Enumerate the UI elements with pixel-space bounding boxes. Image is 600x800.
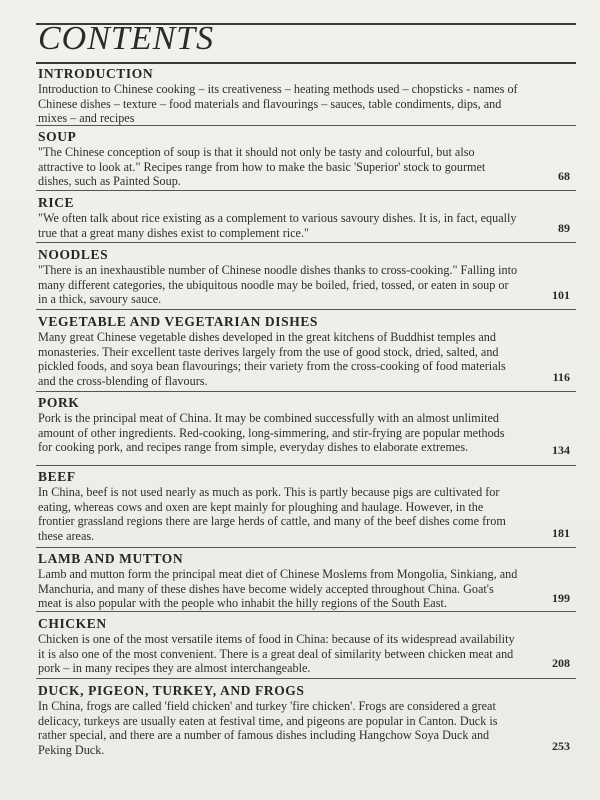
section-heading: BEEF bbox=[38, 469, 76, 484]
section-lamb-mutton bbox=[38, 551, 574, 611]
page-title: CONTENTS bbox=[38, 20, 215, 57]
page-number: 181 bbox=[552, 526, 570, 540]
section-description: Pork is the principal meat of China. It may be combined successfully with an almost unlimited amount of other ingredients. Red-cooking, long-simmering, and stir-frying are popular methods for cooking pork, and recipes range from simple, everyday dishes to elaborate extremes. bbox=[38, 411, 505, 455]
section-noodles bbox=[38, 247, 574, 307]
section-chicken bbox=[38, 616, 574, 676]
section-description: "The Chinese conception of soup is that it should not only be tasty and colourful, but also attractive to look at." Recipes range from how to make the basic 'Superior' stock to gourmet dishes, such as Painted Soup. bbox=[38, 145, 486, 189]
page-number: 134 bbox=[552, 443, 570, 457]
section-description: Introduction to Chinese cooking – its creativeness – heating methods used – chopsticks - names of Chinese dishes – texture – food materials and flavourings – sauces, table condiments, dips, and mixes – and recipes bbox=[38, 82, 518, 126]
section-heading: PORK bbox=[38, 395, 80, 410]
divider bbox=[36, 242, 576, 243]
section-beef bbox=[38, 469, 574, 542]
page-number: 101 bbox=[552, 288, 570, 302]
section-heading: VEGETABLE AND VEGETARIAN DISHES bbox=[38, 314, 319, 329]
section-description: "We often talk about rice existing as a complement to various savoury dishes. It is, in fact, equally true that a great many dishes exist to complement rice." bbox=[38, 211, 517, 240]
section-duck-pigeon bbox=[38, 683, 574, 755]
section-soup bbox=[38, 129, 574, 189]
divider bbox=[36, 190, 576, 191]
page-number: 253 bbox=[552, 739, 570, 753]
section-description: Many great Chinese vegetable dishes developed in the great kitchens of Buddhist temples and monasteries. Their excellent taste derives largely from the use of good stock, dried, salted, and pickled foods, and soya bean flavourings; their variety from the cross-cooking of food materials and the cross-blending of flavours. bbox=[38, 330, 506, 388]
divider bbox=[36, 125, 576, 126]
section-heading: NOODLES bbox=[38, 247, 109, 262]
divider bbox=[36, 611, 576, 612]
section-rice bbox=[38, 195, 574, 240]
section-heading: DUCK, PIGEON, TURKEY, AND FROGS bbox=[38, 683, 305, 698]
section-description: Lamb and mutton form the principal meat diet of Chinese Moslems from Mongolia, Sinkiang, and Manchuria, and many of these dishes have become widely accepted throughout China. Goat's meat is also popular with the people who inhabit the hilly regions of the South East. bbox=[38, 567, 518, 611]
divider bbox=[36, 678, 576, 679]
section-vegetable bbox=[38, 314, 574, 386]
section-description: In China, beef is not used nearly as much as pork. This is partly because pigs are cultivated for eating, whereas cows and oxen are kept mainly for ploughing and haulage. However, in the frontier grassland regions there are large herds of cattle, and many of the beef dishes come from these areas. bbox=[38, 485, 506, 543]
section-description: Chicken is one of the most versatile items of food in China: because of its widespread availability it is also one of the most convenient. There is a great deal of similarity between chicken meat and pork – in many recipes they are almost interchangeable. bbox=[38, 632, 515, 676]
divider bbox=[36, 391, 576, 392]
title-rule bbox=[36, 62, 576, 64]
page-number: 199 bbox=[552, 591, 570, 605]
page-number: 89 bbox=[558, 221, 570, 235]
section-description: "There is an inexhaustible number of Chinese noodle dishes thanks to cross-cooking." Falling into many different categories, the ubiquitous noodle may be boiled, fried, tossed, or eaten in soup or in a thick, savoury sauce. bbox=[38, 263, 518, 307]
section-introduction bbox=[38, 66, 574, 126]
section-heading: LAMB AND MUTTON bbox=[38, 551, 184, 566]
page-number: 208 bbox=[552, 656, 570, 670]
section-heading: RICE bbox=[38, 195, 75, 210]
section-pork bbox=[38, 395, 574, 459]
section-heading: INTRODUCTION bbox=[38, 66, 154, 81]
section-heading: SOUP bbox=[38, 129, 77, 144]
page-number: 116 bbox=[552, 370, 570, 384]
section-description: In China, frogs are called 'field chicken' and turkey 'fire chicken'. Frogs are considered a great delicacy, turkeys are usually eaten at festival time, and pigeons are popular in Canton. Duck is rather special, and there are a number of famous dishes including Hangchow Soya Duck and Peking Duck. bbox=[38, 699, 498, 757]
section-heading: CHICKEN bbox=[38, 616, 107, 631]
page-number: 68 bbox=[558, 169, 570, 183]
divider bbox=[36, 309, 576, 310]
divider bbox=[36, 465, 576, 466]
divider bbox=[36, 547, 576, 548]
